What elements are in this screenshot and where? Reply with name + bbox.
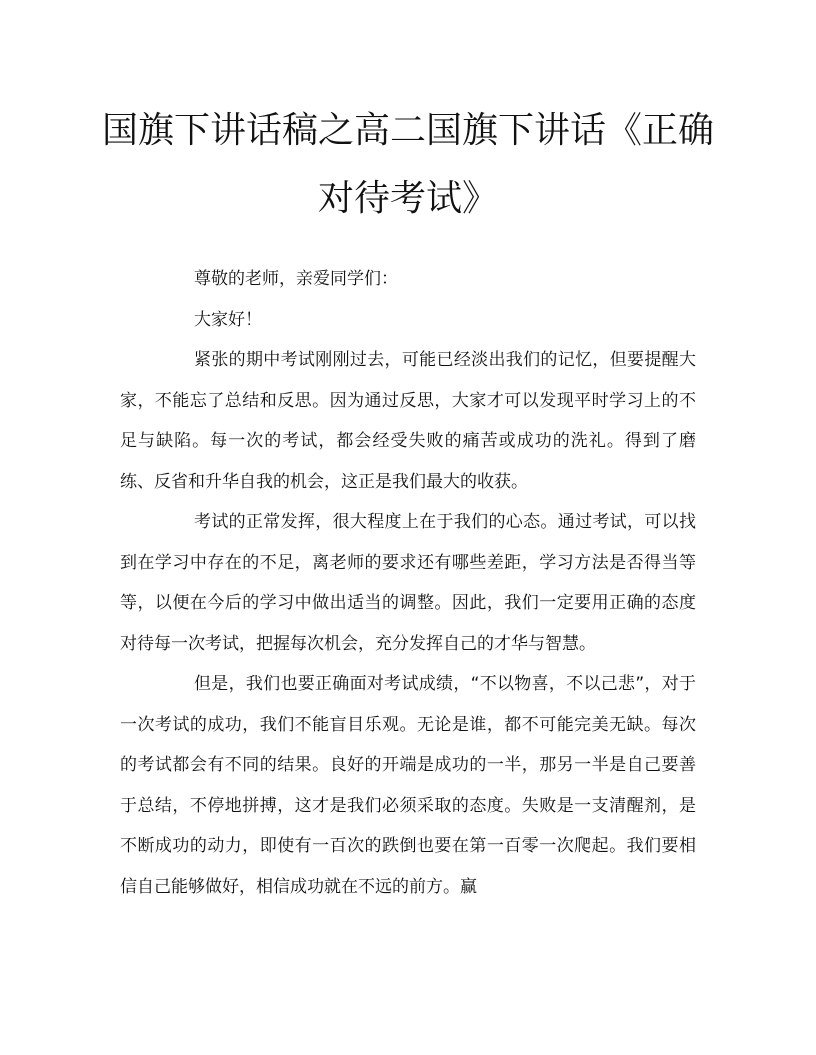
paragraph: 紧张的期中考试刚刚过去，可能已经淡出我们的记忆，但要提醒大家，不能忘了总结和反思。因为通过反思，大家才可以发现平时学习上的不足与缺陷。每一次的考试，都会经受失败的痛苦或成功的洗礼。得到了磨练、反省和升华自我的机会，这正是我们最大的收获。: [120, 350, 696, 492]
document-body: [120, 259, 696, 907]
title-line-1: 国旗下讲话稿之高二国旗下讲话《正确: [101, 110, 714, 151]
salutation: 尊敬的老师，亲爱同学们：: [194, 269, 398, 289]
paragraph: 但是，我们也要正确面对考试成绩，“不以物喜，不以己悲”，对于一次考试的成功，我们不能盲目乐观。无论是谁，都不可能完美无缺。每次的考试都会有不同的结果。良好的开端是成功的一半，那另一半是自己要善于总结，不停地拼搏，这才是我们必须采取的态度。失败是一支清醒剂，是不断成功的动力，即使有一百次的跌倒也要在第一百零一次爬起。我们要相信自己能够做好，相信成功就在不远的前方。赢: [120, 674, 696, 897]
title-line-2: 对待考试》: [317, 178, 498, 219]
paragraph: 考试的正常发挥，很大程度上在于我们的心态。通过考试，可以找到在学习中存在的不足，离老师的要求还有哪些差距，学习方法是否得当等等，以便在今后的学习中做出适当的调整。因此，我们一定要用正确的态度对待每一次考试，把握每次机会，充分发挥自己的才华与智慧。: [120, 512, 696, 654]
document-title: [100, 97, 716, 233]
greeting: 大家好！: [194, 309, 262, 330]
